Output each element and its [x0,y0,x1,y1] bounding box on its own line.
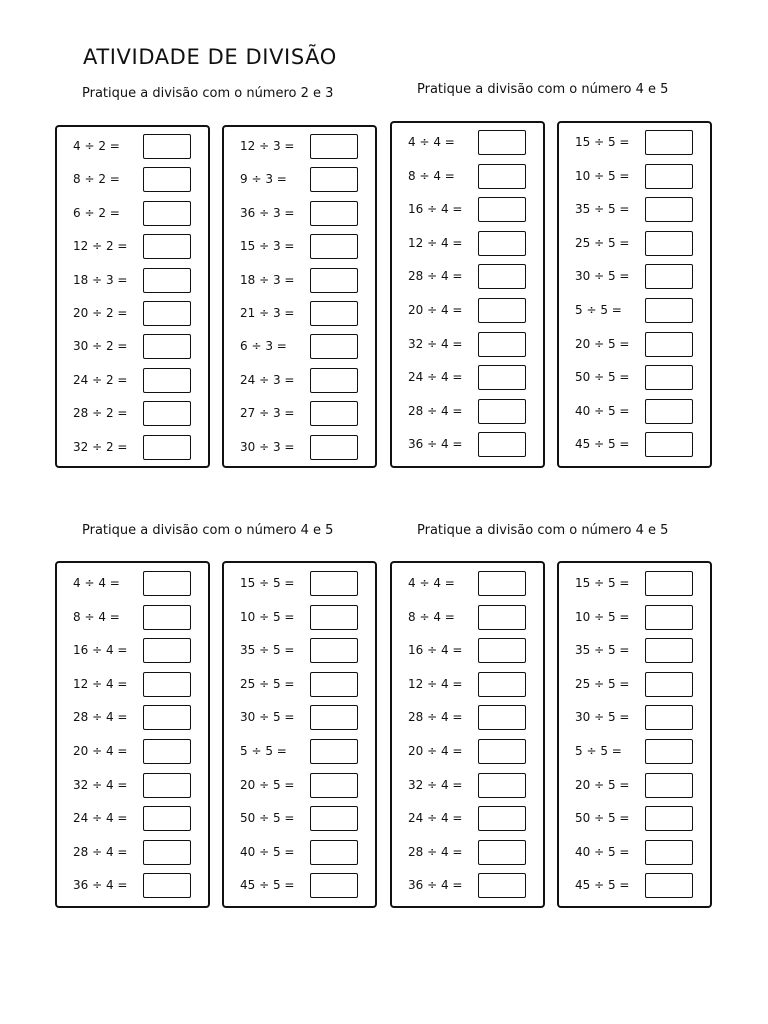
division-expression: 28 ÷ 4 = [408,710,463,725]
division-expression: 4 ÷ 4 = [408,135,455,149]
exercise-row [224,705,375,731]
division-expression: 28 ÷ 2 = [73,406,128,421]
division-expression: 15 ÷ 5 = [575,135,630,149]
exercise-panel [557,561,712,908]
exercise-row [57,268,208,294]
answer-box[interactable] [143,268,191,293]
answer-box[interactable] [143,840,191,865]
answer-box[interactable] [478,432,526,457]
exercise-row [224,201,375,227]
exercise-row [57,638,208,664]
exercise-row [57,840,208,866]
answer-box[interactable] [478,298,526,323]
division-expression: 12 ÷ 4 = [408,676,463,691]
exercise-row [559,365,710,391]
answer-box[interactable] [478,705,526,730]
division-expression: 20 ÷ 5 = [575,336,630,351]
answer-box[interactable] [310,201,358,226]
exercise-panel [222,125,377,468]
answer-box[interactable] [645,605,693,630]
division-expression: 35 ÷ 5 = [240,643,295,658]
exercise-panel [390,121,545,468]
division-expression: 9 ÷ 3 = [240,172,287,187]
exercise-row [224,368,375,394]
answer-box[interactable] [143,739,191,764]
section-3-subtitle: Pratique a divisão com o número 4 e 5 [82,523,334,538]
exercise-row [392,264,543,290]
answer-box[interactable] [645,197,693,222]
division-expression: 15 ÷ 5 = [575,576,630,590]
answer-box[interactable] [478,672,526,697]
section-1-subtitle: Pratique a divisão com o número 2 e 3 [82,86,334,101]
division-expression: 24 ÷ 4 = [408,370,463,385]
exercise-row [224,605,375,631]
exercise-row [224,334,375,360]
answer-box[interactable] [478,840,526,865]
answer-box[interactable] [310,705,358,730]
division-expression: 27 ÷ 3 = [240,406,295,421]
answer-box[interactable] [645,432,693,457]
exercise-row [57,134,208,160]
answer-box[interactable] [645,739,693,764]
answer-box[interactable] [645,264,693,289]
exercise-panel [55,561,210,908]
division-expression: 36 ÷ 3 = [240,205,295,220]
exercise-row [559,130,710,156]
answer-box[interactable] [310,134,358,159]
answer-box[interactable] [143,672,191,697]
division-expression: 25 ÷ 5 = [575,676,630,691]
exercise-row [57,739,208,765]
exercise-row [224,435,375,461]
division-expression: 8 ÷ 4 = [73,609,120,624]
division-expression: 24 ÷ 4 = [73,811,128,826]
exercise-row [392,705,543,731]
section-4-subtitle: Pratique a divisão com o número 4 e 5 [417,523,669,538]
division-expression: 16 ÷ 4 = [408,202,463,217]
answer-box[interactable] [143,234,191,259]
answer-box[interactable] [143,201,191,226]
answer-box[interactable] [478,773,526,798]
division-expression: 36 ÷ 4 = [408,437,463,452]
division-expression: 20 ÷ 5 = [575,777,630,792]
answer-box[interactable] [478,399,526,424]
division-expression: 35 ÷ 5 = [575,202,630,217]
exercise-row [57,368,208,394]
division-expression: 10 ÷ 5 = [575,168,630,183]
division-expression: 20 ÷ 4 = [73,744,128,758]
answer-box[interactable] [645,332,693,357]
division-expression: 30 ÷ 2 = [73,339,128,354]
exercise-row [224,301,375,327]
answer-box[interactable] [310,401,358,426]
answer-box[interactable] [310,234,358,259]
division-expression: 32 ÷ 4 = [408,777,463,792]
answer-box[interactable] [478,571,526,596]
answer-box[interactable] [645,399,693,424]
exercise-row [224,638,375,664]
division-expression: 28 ÷ 4 = [408,403,463,418]
exercise-row [57,705,208,731]
division-expression: 28 ÷ 4 = [408,269,463,284]
answer-box[interactable] [310,840,358,865]
exercise-row [559,605,710,631]
answer-box[interactable] [143,301,191,326]
answer-box[interactable] [310,435,358,460]
division-expression: 32 ÷ 4 = [73,777,128,792]
exercise-row [57,571,208,597]
exercise-row [392,840,543,866]
division-expression: 45 ÷ 5 = [575,437,630,452]
division-expression: 15 ÷ 3 = [240,239,295,254]
division-expression: 35 ÷ 5 = [575,643,630,658]
exercise-row [559,298,710,324]
division-expression: 50 ÷ 5 = [240,811,295,826]
exercise-row [57,773,208,799]
section-2-subtitle: Pratique a divisão com o número 4 e 5 [417,82,669,97]
exercise-row [392,231,543,257]
division-expression: 40 ÷ 5 = [240,844,295,859]
answer-box[interactable] [143,806,191,831]
division-expression: 5 ÷ 5 = [575,303,622,317]
answer-box[interactable] [310,368,358,393]
exercise-row [224,401,375,427]
answer-box[interactable] [645,365,693,390]
division-expression: 16 ÷ 4 = [73,643,128,658]
exercise-row [392,432,543,458]
division-expression: 18 ÷ 3 = [73,272,128,287]
answer-box[interactable] [478,264,526,289]
exercise-row [392,399,543,425]
answer-box[interactable] [143,435,191,460]
exercise-row [392,873,543,899]
answer-box[interactable] [310,773,358,798]
answer-box[interactable] [310,806,358,831]
division-expression: 16 ÷ 4 = [408,643,463,658]
exercise-row [392,197,543,223]
division-expression: 25 ÷ 5 = [575,235,630,250]
answer-box[interactable] [143,167,191,192]
exercise-row [224,672,375,698]
exercise-row [392,298,543,324]
exercise-row [224,806,375,832]
division-expression: 50 ÷ 5 = [575,370,630,385]
answer-box[interactable] [478,365,526,390]
division-expression: 20 ÷ 5 = [240,777,295,792]
exercise-row [57,334,208,360]
page-title: ATIVIDADE DE DIVISÃO [83,45,337,69]
answer-box[interactable] [143,705,191,730]
division-expression: 24 ÷ 2 = [73,372,128,387]
division-expression: 30 ÷ 5 = [240,710,295,725]
exercise-row [57,201,208,227]
exercise-row [392,806,543,832]
exercise-row [559,739,710,765]
exercise-panel [390,561,545,908]
exercise-row [57,605,208,631]
division-expression: 5 ÷ 5 = [240,744,287,758]
answer-box[interactable] [310,268,358,293]
exercise-row [224,234,375,260]
answer-box[interactable] [143,401,191,426]
exercise-row [559,332,710,358]
answer-box[interactable] [143,134,191,159]
division-expression: 6 ÷ 2 = [73,205,120,220]
exercise-row [224,268,375,294]
answer-box[interactable] [143,334,191,359]
division-expression: 21 ÷ 3 = [240,306,295,320]
answer-box[interactable] [645,840,693,865]
division-expression: 36 ÷ 4 = [73,878,128,893]
exercise-row [224,739,375,765]
answer-box[interactable] [310,301,358,326]
division-expression: 28 ÷ 4 = [73,844,128,859]
exercise-row [57,167,208,193]
answer-box[interactable] [310,638,358,663]
answer-box[interactable] [143,605,191,630]
division-expression: 4 ÷ 2 = [73,139,120,153]
answer-box[interactable] [645,806,693,831]
exercise-row [224,873,375,899]
division-expression: 20 ÷ 2 = [73,306,128,320]
answer-box[interactable] [645,130,693,155]
exercise-row [559,231,710,257]
answer-box[interactable] [310,605,358,630]
answer-box[interactable] [310,739,358,764]
exercise-row [559,164,710,190]
exercise-row [224,840,375,866]
exercise-row [392,672,543,698]
answer-box[interactable] [645,773,693,798]
exercise-row [224,134,375,160]
exercise-row [57,806,208,832]
division-expression: 4 ÷ 4 = [73,576,120,590]
exercise-row [224,571,375,597]
exercise-panel [55,125,210,468]
exercise-row [392,739,543,765]
exercise-row [559,432,710,458]
answer-box[interactable] [645,164,693,189]
answer-box[interactable] [310,571,358,596]
division-expression: 4 ÷ 4 = [408,576,455,590]
division-expression: 12 ÷ 2 = [73,239,128,254]
division-expression: 28 ÷ 4 = [73,710,128,725]
exercise-panel [222,561,377,908]
exercise-row [224,167,375,193]
answer-box[interactable] [645,873,693,898]
division-expression: 30 ÷ 3 = [240,439,295,454]
answer-box[interactable] [143,571,191,596]
exercise-row [559,571,710,597]
exercise-row [392,130,543,156]
division-expression: 45 ÷ 5 = [240,878,295,893]
answer-box[interactable] [645,231,693,256]
division-expression: 8 ÷ 4 = [408,609,455,624]
answer-box[interactable] [143,773,191,798]
exercise-row [559,806,710,832]
exercise-row [57,301,208,327]
exercise-row [559,197,710,223]
division-expression: 18 ÷ 3 = [240,272,295,287]
division-expression: 8 ÷ 4 = [408,168,455,183]
division-expression: 28 ÷ 4 = [408,844,463,859]
division-expression: 24 ÷ 3 = [240,372,295,387]
division-expression: 12 ÷ 3 = [240,139,295,153]
answer-box[interactable] [645,638,693,663]
division-expression: 30 ÷ 5 = [575,269,630,284]
division-expression: 40 ÷ 5 = [575,403,630,418]
exercise-row [559,840,710,866]
exercise-row [559,873,710,899]
exercise-panel [557,121,712,468]
division-expression: 8 ÷ 2 = [73,172,120,187]
division-expression: 20 ÷ 4 = [408,303,463,317]
answer-box[interactable] [645,672,693,697]
answer-box[interactable] [478,130,526,155]
division-expression: 36 ÷ 4 = [408,878,463,893]
answer-box[interactable] [645,705,693,730]
division-expression: 45 ÷ 5 = [575,878,630,893]
exercise-row [224,773,375,799]
answer-box[interactable] [645,298,693,323]
division-expression: 24 ÷ 4 = [408,811,463,826]
answer-box[interactable] [478,231,526,256]
answer-box[interactable] [478,806,526,831]
answer-box[interactable] [310,334,358,359]
division-expression: 32 ÷ 4 = [408,336,463,351]
exercise-row [57,873,208,899]
exercise-row [392,638,543,664]
answer-box[interactable] [143,873,191,898]
answer-box[interactable] [478,605,526,630]
answer-box[interactable] [478,638,526,663]
exercise-row [559,399,710,425]
answer-box[interactable] [478,873,526,898]
exercise-row [57,234,208,260]
exercise-row [559,264,710,290]
answer-box[interactable] [310,167,358,192]
answer-box[interactable] [310,873,358,898]
exercise-row [559,638,710,664]
exercise-row [57,401,208,427]
division-expression: 20 ÷ 4 = [408,744,463,758]
exercise-row [559,705,710,731]
exercise-row [392,164,543,190]
answer-box[interactable] [478,197,526,222]
exercise-row [392,365,543,391]
answer-box[interactable] [143,368,191,393]
division-expression: 32 ÷ 2 = [73,439,128,454]
answer-box[interactable] [645,571,693,596]
division-expression: 30 ÷ 5 = [575,710,630,725]
division-expression: 40 ÷ 5 = [575,844,630,859]
division-expression: 5 ÷ 5 = [575,744,622,758]
exercise-row [392,332,543,358]
exercise-row [392,605,543,631]
answer-box[interactable] [478,332,526,357]
answer-box[interactable] [478,164,526,189]
division-expression: 10 ÷ 5 = [575,609,630,624]
exercise-row [57,672,208,698]
division-expression: 15 ÷ 5 = [240,576,295,590]
division-expression: 6 ÷ 3 = [240,339,287,354]
division-expression: 12 ÷ 4 = [408,235,463,250]
answer-box[interactable] [478,739,526,764]
division-expression: 10 ÷ 5 = [240,609,295,624]
answer-box[interactable] [310,672,358,697]
answer-box[interactable] [143,638,191,663]
exercise-row [392,773,543,799]
exercise-row [57,435,208,461]
exercise-row [392,571,543,597]
division-expression: 50 ÷ 5 = [575,811,630,826]
exercise-row [559,672,710,698]
exercise-row [559,773,710,799]
division-expression: 25 ÷ 5 = [240,676,295,691]
division-expression: 12 ÷ 4 = [73,676,128,691]
